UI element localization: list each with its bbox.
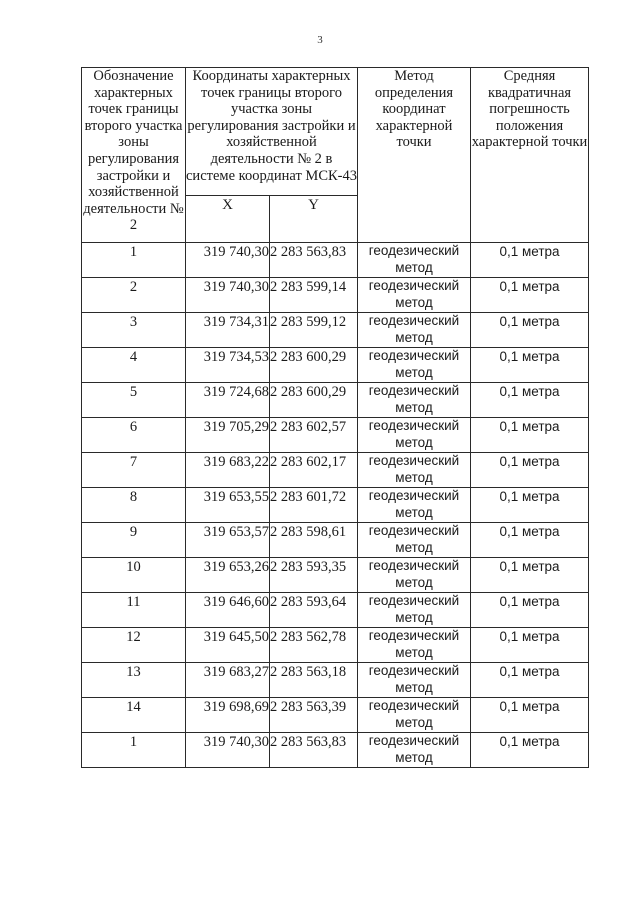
- y-coordinate-cell: 2 283 600,29: [270, 348, 358, 383]
- table-row: [82, 383, 589, 418]
- method-cell: геодезический метод: [358, 698, 471, 733]
- point-number-cell: 4: [82, 348, 186, 383]
- x-coordinate-cell: 319 645,50: [186, 628, 270, 663]
- x-coordinate-cell: 319 653,26: [186, 558, 270, 593]
- y-coordinate-cell: 2 283 601,72: [270, 488, 358, 523]
- point-number-cell: 5: [82, 383, 186, 418]
- table-row: [82, 278, 589, 313]
- x-coordinate-cell: 319 653,57: [186, 523, 270, 558]
- point-number-cell: 2: [82, 278, 186, 313]
- table-row: [82, 628, 589, 663]
- point-number-cell: 6: [82, 418, 186, 453]
- y-coordinate-cell: 2 283 600,29: [270, 383, 358, 418]
- x-coordinate-cell: 319 734,53: [186, 348, 270, 383]
- accuracy-cell: 0,1 метра: [471, 698, 589, 733]
- header-method: Метод определения координат характерной точки: [358, 68, 471, 243]
- point-number-cell: 8: [82, 488, 186, 523]
- y-coordinate-cell: 2 283 593,35: [270, 558, 358, 593]
- table-row: [82, 418, 589, 453]
- method-cell: геодезический метод: [358, 453, 471, 488]
- table-row: [82, 733, 589, 768]
- method-cell: геодезический метод: [358, 628, 471, 663]
- method-cell: геодезический метод: [358, 313, 471, 348]
- y-coordinate-cell: 2 283 563,83: [270, 243, 358, 278]
- method-cell: геодезический метод: [358, 278, 471, 313]
- x-coordinate-cell: 319 646,60: [186, 593, 270, 628]
- y-coordinate-cell: 2 283 563,18: [270, 663, 358, 698]
- accuracy-cell: 0,1 метра: [471, 383, 589, 418]
- point-number-cell: 1: [82, 243, 186, 278]
- method-cell: геодезический метод: [358, 488, 471, 523]
- x-coordinate-cell: 319 705,29: [186, 418, 270, 453]
- point-number-cell: 14: [82, 698, 186, 733]
- accuracy-cell: 0,1 метра: [471, 628, 589, 663]
- y-coordinate-cell: 2 283 593,64: [270, 593, 358, 628]
- accuracy-cell: 0,1 метра: [471, 488, 589, 523]
- accuracy-cell: 0,1 метра: [471, 278, 589, 313]
- method-cell: геодезический метод: [358, 593, 471, 628]
- x-coordinate-cell: 319 653,55: [186, 488, 270, 523]
- page-number: 3: [317, 34, 323, 46]
- point-number-cell: 7: [82, 453, 186, 488]
- accuracy-cell: 0,1 метра: [471, 313, 589, 348]
- table-row: [82, 698, 589, 733]
- point-number-cell: 1: [82, 733, 186, 768]
- point-number-cell: 3: [82, 313, 186, 348]
- y-coordinate-cell: 2 283 562,78: [270, 628, 358, 663]
- table-row: [82, 663, 589, 698]
- accuracy-cell: 0,1 метра: [471, 523, 589, 558]
- y-coordinate-cell: 2 283 599,12: [270, 313, 358, 348]
- accuracy-cell: 0,1 метра: [471, 348, 589, 383]
- x-coordinate-cell: 319 683,22: [186, 453, 270, 488]
- y-coordinate-cell: 2 283 599,14: [270, 278, 358, 313]
- table-row: [82, 558, 589, 593]
- table-row: [82, 243, 589, 278]
- y-coordinate-cell: 2 283 563,83: [270, 733, 358, 768]
- point-number-cell: 13: [82, 663, 186, 698]
- point-number-cell: 9: [82, 523, 186, 558]
- accuracy-cell: 0,1 метра: [471, 243, 589, 278]
- header-point-designation: Обозначение характерных точек границы второго участка зоны регулирования застройки и хозяйственной деятельности № 2: [82, 68, 186, 243]
- coordinates-table: [81, 67, 589, 768]
- accuracy-cell: 0,1 метра: [471, 593, 589, 628]
- method-cell: геодезический метод: [358, 523, 471, 558]
- accuracy-cell: 0,1 метра: [471, 453, 589, 488]
- y-coordinate-cell: 2 283 602,57: [270, 418, 358, 453]
- method-cell: геодезический метод: [358, 348, 471, 383]
- accuracy-cell: 0,1 метра: [471, 418, 589, 453]
- method-cell: геодезический метод: [358, 418, 471, 453]
- point-number-cell: 12: [82, 628, 186, 663]
- x-coordinate-cell: 319 724,68: [186, 383, 270, 418]
- y-coordinate-cell: 2 283 598,61: [270, 523, 358, 558]
- accuracy-cell: 0,1 метра: [471, 733, 589, 768]
- method-cell: геодезический метод: [358, 383, 471, 418]
- header-y: Y: [270, 196, 358, 243]
- accuracy-cell: 0,1 метра: [471, 663, 589, 698]
- x-coordinate-cell: 319 740,30: [186, 278, 270, 313]
- method-cell: геодезический метод: [358, 663, 471, 698]
- method-cell: геодезический метод: [358, 733, 471, 768]
- x-coordinate-cell: 319 698,69: [186, 698, 270, 733]
- table-row: [82, 523, 589, 558]
- header-coordinates: Координаты характерных точек границы второго участка зоны регулирования застройки и хозяйственной деятельности № 2 в системе координат МСК-43: [186, 68, 358, 196]
- header-accuracy: Средняя квадратичная погрешность положения характерной точки: [471, 68, 589, 243]
- y-coordinate-cell: 2 283 602,17: [270, 453, 358, 488]
- method-cell: геодезический метод: [358, 558, 471, 593]
- accuracy-cell: 0,1 метра: [471, 558, 589, 593]
- table-row: [82, 453, 589, 488]
- table-row: [82, 313, 589, 348]
- y-coordinate-cell: 2 283 563,39: [270, 698, 358, 733]
- table-row: [82, 593, 589, 628]
- x-coordinate-cell: 319 740,30: [186, 243, 270, 278]
- table-row: [82, 488, 589, 523]
- x-coordinate-cell: 319 734,31: [186, 313, 270, 348]
- header-x: X: [186, 196, 270, 243]
- table-row: [82, 348, 589, 383]
- x-coordinate-cell: 319 740,30: [186, 733, 270, 768]
- x-coordinate-cell: 319 683,27: [186, 663, 270, 698]
- point-number-cell: 10: [82, 558, 186, 593]
- point-number-cell: 11: [82, 593, 186, 628]
- method-cell: геодезический метод: [358, 243, 471, 278]
